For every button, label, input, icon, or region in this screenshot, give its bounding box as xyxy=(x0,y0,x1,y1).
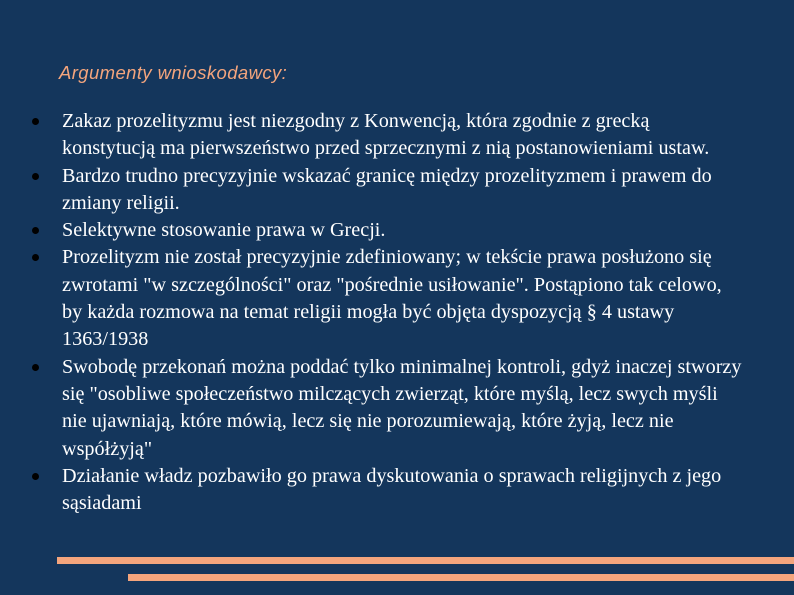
bullet-text: Zakaz prozelityzmu jest niezgodny z Konwencją, która zgodnie z grecką konstytucją ma pierwszeństwo przed sprzecznymi z nią postanowieniami ustaw. xyxy=(62,110,710,160)
bullet-text: Selektywne stosowanie prawa w Grecji. xyxy=(62,219,386,242)
bullet-text: Bardzo trudno precyzyjnie wskazać granicę między prozelityzmem i prawem do zmiany religii. xyxy=(62,164,712,214)
bullet-dot-icon xyxy=(32,227,39,234)
bullet-list xyxy=(62,108,742,517)
bullet-item xyxy=(62,244,742,353)
decorative-stripe-bottom xyxy=(128,574,794,581)
bullet-dot-icon xyxy=(32,118,39,125)
bullet-item xyxy=(62,108,742,163)
bullet-text: Działanie władz pozbawiło go prawa dyskutowania o sprawach religijnych z jego sąsiadami xyxy=(62,464,722,515)
bullet-dot-icon xyxy=(32,364,39,371)
bullet-dot-icon xyxy=(32,173,39,180)
bullet-dot-icon xyxy=(32,254,39,261)
bullet-item xyxy=(62,354,742,463)
bullet-item xyxy=(62,217,742,244)
bullet-dot-icon xyxy=(32,473,39,480)
decorative-stripe-top xyxy=(57,557,794,564)
bullet-text: Prozelityzm nie został precyzyjnie zdefiniowany; w tekście prawa posłużono się zwrotami "w szczególności" oraz "pośrednie usiłowanie". Postąpiono tak celowo, by każda rozmowa na temat religii mogła być objęta dyspozycją § 4 ustawy 1363/1938 xyxy=(62,246,722,351)
slide-title: Argumenty wnioskodawcy: xyxy=(59,62,288,83)
bullet-text: Swobodę przekonań można poddać tylko minimalnej kontroli, gdyż inaczej stworzy się "osobliwe społeczeństwo milczących zwierząt, które myślą, lecz swych myśli nie ujawniają, które mówią, lecz się nie porozumiewają, które żyją, lecz nie współżyją" xyxy=(62,355,742,460)
bullet-item xyxy=(62,463,742,518)
bullet-item xyxy=(62,163,742,218)
